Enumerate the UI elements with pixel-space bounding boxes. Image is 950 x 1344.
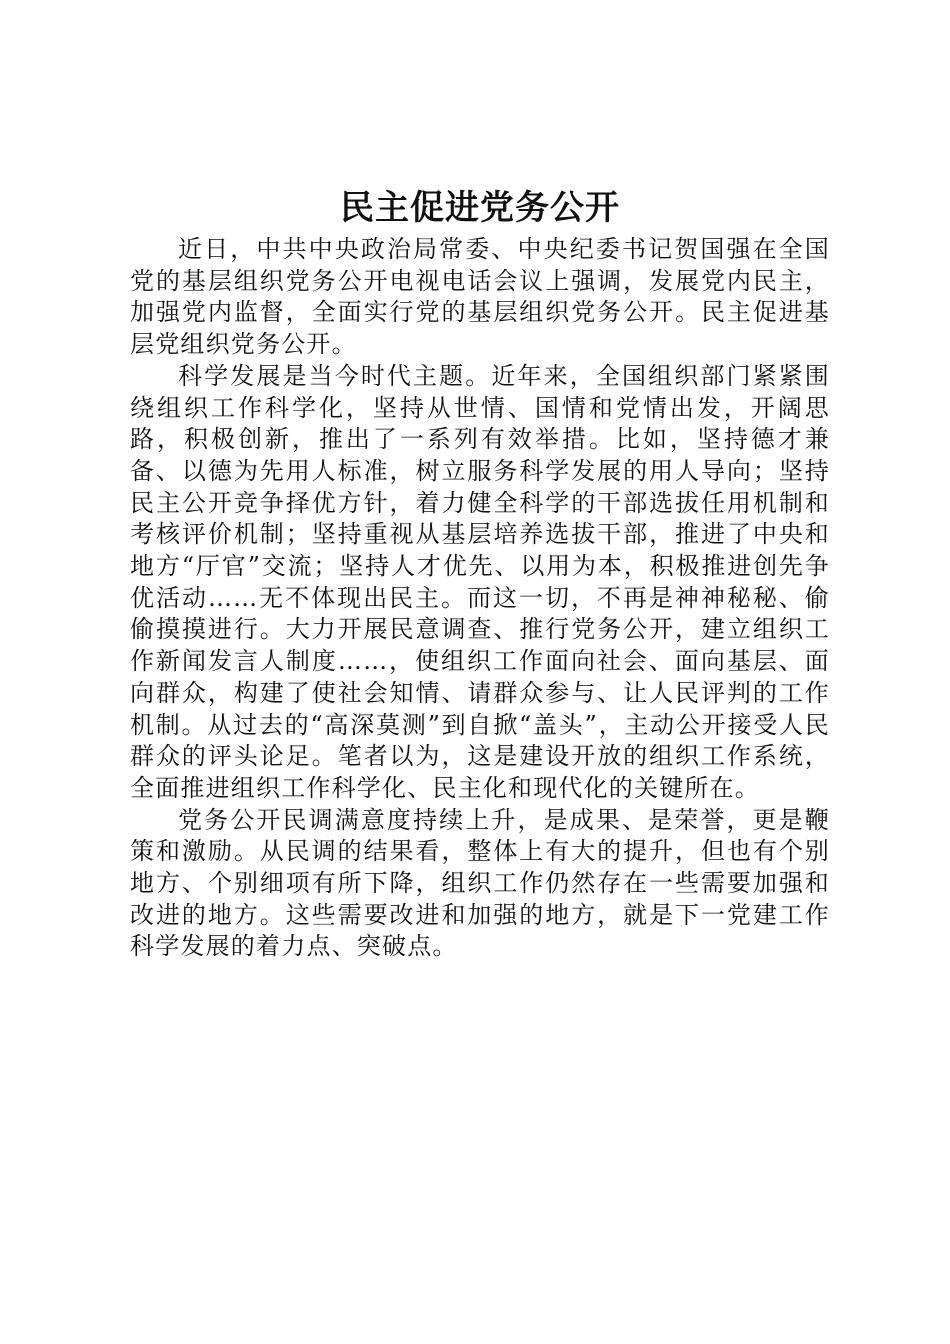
document-body bbox=[130, 182, 830, 963]
paragraph-2: 科学发展是当今时代主题。近年来，全国组织部门紧紧围绕组织工作科学化，坚持从世情、国情和党情出发，开阔思路，积极创新，推出了一系列有效举措。比如，坚持德才兼备、以德为先用人标准，树立服务科学发展的用人导向；坚持民主公开竞争择优方针，着力健全科学的干部选拔任用机制和考核评价机制；坚持重视从基层培养选拔干部，推进了中央和地方“厅官”交流；坚持人才优先、以用为本，积极推进创先争优活动……无不体现出民主。而这一切，不再是神神秘秘、偷偷摸摸进行。大力开展民意调查、推行党务公开，建立组织工作新闻发言人制度……，使组织工作面向社会、面向基层、面向群众，构建了使社会知情、请群众参与、让人民评判的工作机制。从过去的“高深莫测”到自掀“盖头”，主动公开接受人民群众的评头论足。笔者以为，这是建设开放的组织工作系统，全面推进组织工作科学化、民主化和现代化的关键所在。 bbox=[130, 361, 830, 802]
paragraph-1: 近日，中共中央政治局常委、中央纪委书记贺国强在全国党的基层组织党务公开电视电话会议上强调，发展党内民主，加强党内监督，全面实行党的基层组织党务公开。民主促进基层党组织党务公开。 bbox=[130, 235, 830, 359]
paragraph-3: 党务公开民调满意度持续上升，是成果、是荣誉，更是鞭策和激励。从民调的结果看，整体上有大的提升，但也有个别地方、个别细项有所下降，组织工作仍然存在一些需要加强和改进的地方。这些需要改进和加强的地方，就是下一党建工作科学发展的着力点、突破点。 bbox=[130, 805, 830, 961]
document-title: 民主促进党务公开 bbox=[340, 188, 620, 228]
